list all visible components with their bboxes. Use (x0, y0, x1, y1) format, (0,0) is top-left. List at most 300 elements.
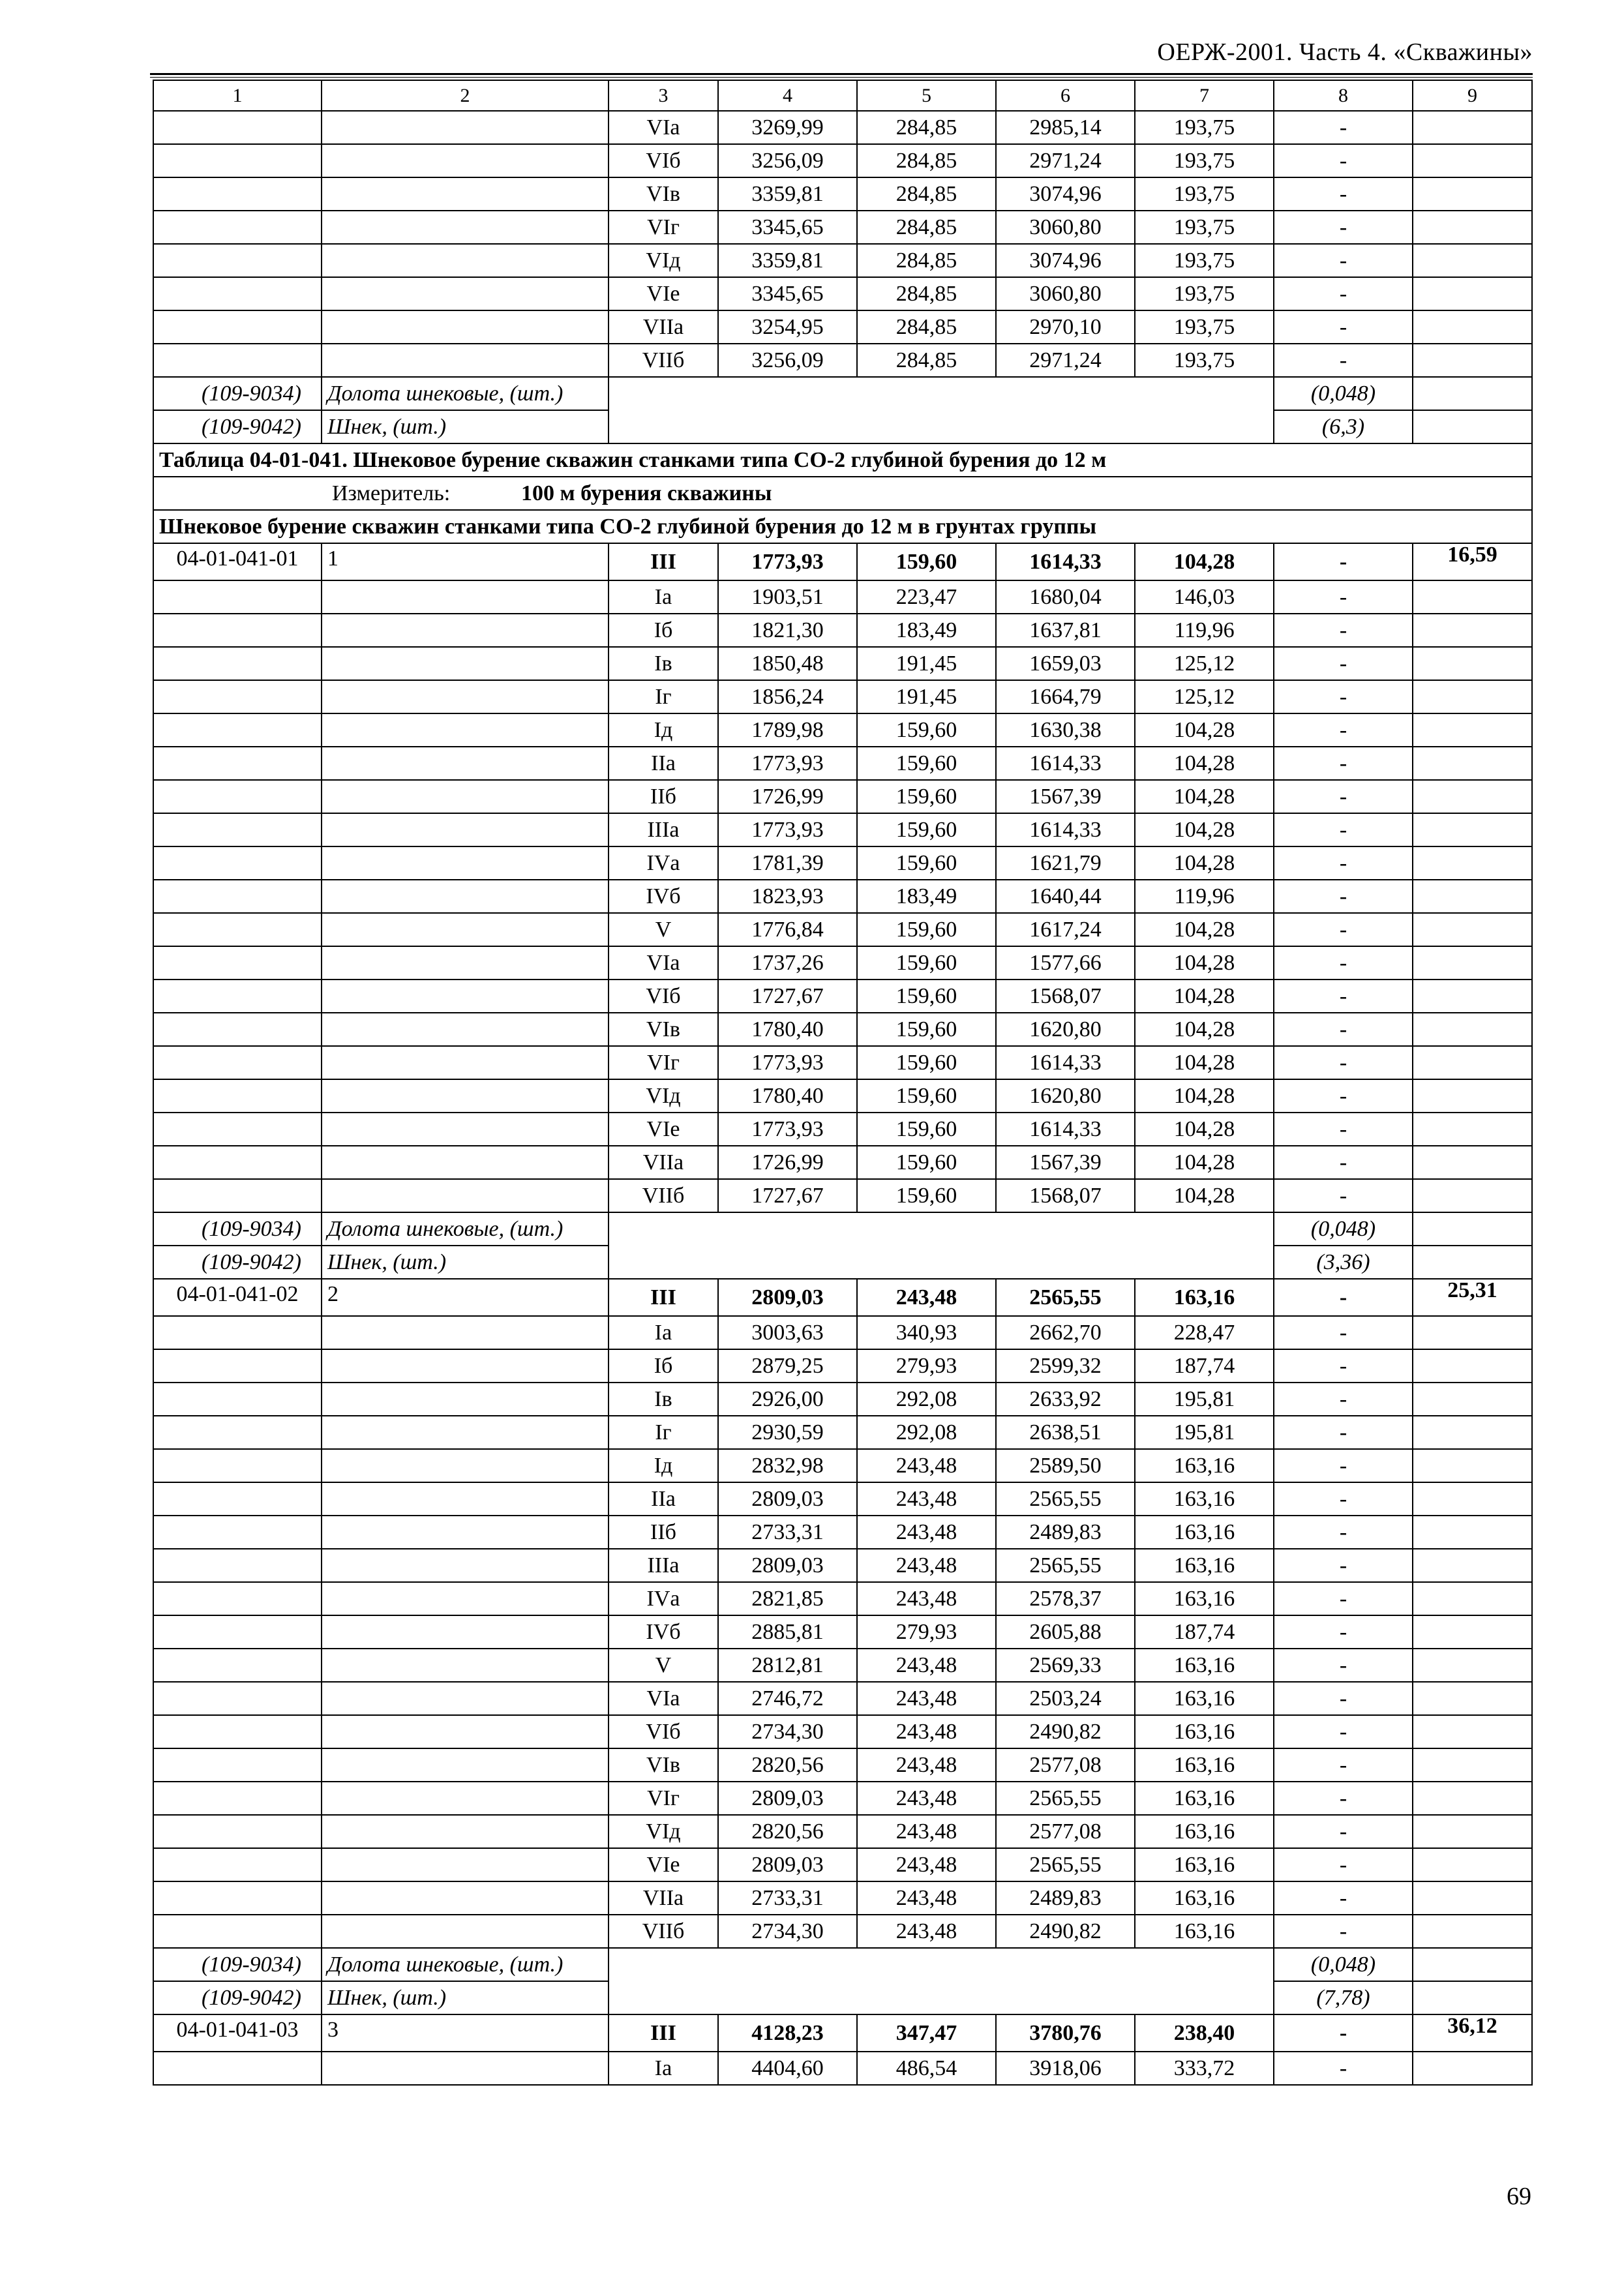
column-number: 3 (609, 80, 718, 111)
rate-value: 2577,08 (996, 1748, 1135, 1782)
table-row (153, 647, 1532, 680)
item-name-blank (322, 1516, 609, 1549)
table-row (153, 580, 1532, 614)
column-number: 5 (857, 80, 996, 111)
rate-value: 228,47 (1135, 1316, 1274, 1349)
item-code-blank (153, 1748, 322, 1782)
item-name-blank (322, 1482, 609, 1516)
empty-cell (857, 1212, 996, 1246)
col9-blank (1413, 1046, 1532, 1079)
col9-blank (1413, 177, 1532, 211)
rate-value: 292,08 (857, 1416, 996, 1449)
item-name-blank (322, 1615, 609, 1649)
rate-value: 193,75 (1135, 244, 1274, 277)
col9-blank (1413, 813, 1532, 846)
rate-value: 1659,03 (996, 647, 1135, 680)
item-name: 2 (322, 1279, 609, 1316)
col9-blank (1413, 647, 1532, 680)
table-row (153, 1516, 1532, 1549)
item-name-blank (322, 1881, 609, 1915)
soil-group: VIIб (609, 1915, 718, 1948)
rate-value: 1567,39 (996, 1146, 1135, 1179)
col9-blank (1413, 580, 1532, 614)
col9-blank (1413, 1981, 1532, 2014)
empty-cell (996, 1212, 1135, 1246)
rate-value: 1773,93 (718, 747, 857, 780)
item-name-blank (322, 277, 609, 310)
rate-value: 2599,32 (996, 1349, 1135, 1383)
table-row (153, 1349, 1532, 1383)
col9-blank (1413, 1013, 1532, 1046)
material-code: (109-9034) (153, 1212, 322, 1246)
rate-value: - (1274, 1915, 1413, 1948)
rate-value: 2809,03 (718, 1482, 857, 1516)
item-name-blank (322, 344, 609, 377)
col9-blank (1413, 1146, 1532, 1179)
soil-group: IIа (609, 747, 718, 780)
col9-blank (1413, 1715, 1532, 1748)
rate-value: - (1274, 1715, 1413, 1748)
rate-value: 1614,33 (996, 1113, 1135, 1146)
empty-cell (1135, 1246, 1274, 1279)
rate-value: 243,48 (857, 1516, 996, 1549)
rate-value: - (1274, 1649, 1413, 1682)
rate-value: 1773,93 (718, 543, 857, 580)
empty-cell (857, 1246, 996, 1279)
material-value: (6,3) (1274, 410, 1413, 443)
item-name-blank (322, 647, 609, 680)
rate-value: - (1274, 1013, 1413, 1046)
rate-value: 1568,07 (996, 980, 1135, 1013)
rate-value: 163,16 (1135, 1549, 1274, 1582)
soil-group: IIб (609, 1516, 718, 1549)
column-number: 9 (1413, 80, 1532, 111)
soil-group: Iд (609, 1449, 718, 1482)
table-row (153, 1582, 1532, 1615)
item-code-blank (153, 680, 322, 713)
rate-value: 3060,80 (996, 277, 1135, 310)
rate-value: 1726,99 (718, 1146, 857, 1179)
empty-cell (1135, 1212, 1274, 1246)
item-code-blank (153, 1848, 322, 1881)
rate-value: 2970,10 (996, 310, 1135, 344)
measure-label: Измеритель: (332, 481, 451, 505)
soil-group: Iг (609, 1416, 718, 1449)
col9-blank (1413, 780, 1532, 813)
rate-value: 243,48 (857, 1549, 996, 1582)
rate-value: 3003,63 (718, 1316, 857, 1349)
rate-value: - (1274, 647, 1413, 680)
empty-cell (857, 410, 996, 443)
soil-group: Iд (609, 713, 718, 747)
rate-value: 2821,85 (718, 1582, 857, 1615)
material-name: Шнек, (шт.) (322, 1981, 609, 2014)
material-name: Шнек, (шт.) (322, 410, 609, 443)
table-row (153, 2014, 1532, 2052)
soil-group: VIа (609, 946, 718, 980)
rate-value: 1856,24 (718, 680, 857, 713)
table-row (153, 111, 1532, 144)
rate-value: 2809,03 (718, 1549, 857, 1582)
rate-value: 104,28 (1135, 713, 1274, 747)
table-row (153, 144, 1532, 177)
empty-cell (857, 1981, 996, 2014)
item-name-blank (322, 747, 609, 780)
rate-value: 125,12 (1135, 647, 1274, 680)
rate-value: 238,40 (1135, 2014, 1274, 2052)
material-row (153, 1246, 1532, 1279)
table-row (153, 2052, 1532, 2085)
item-name-blank (322, 614, 609, 647)
item-code-blank (153, 1682, 322, 1715)
item-name-blank (322, 1649, 609, 1682)
soil-group: VIв (609, 1748, 718, 1782)
rate-value: 163,16 (1135, 1649, 1274, 1682)
rate-value: 1577,66 (996, 946, 1135, 980)
rate-value: 193,75 (1135, 277, 1274, 310)
rate-value: - (1274, 1046, 1413, 1079)
rate-value: 159,60 (857, 946, 996, 980)
col9-blank (1413, 1079, 1532, 1113)
item-code-blank (153, 946, 322, 980)
running-header: ОЕРЖ-2001. Часть 4. «Скважины» (1157, 38, 1533, 66)
rate-value: 1637,81 (996, 614, 1135, 647)
col9-blank (1413, 1449, 1532, 1482)
soil-group: IVб (609, 880, 718, 913)
header-rule-thin (150, 77, 1533, 78)
rate-value: 1620,80 (996, 1013, 1135, 1046)
rate-value: 163,16 (1135, 1482, 1274, 1516)
col9-blank (1413, 1316, 1532, 1349)
rate-value: 1621,79 (996, 846, 1135, 880)
table-row (153, 277, 1532, 310)
rate-value: 1773,93 (718, 1113, 857, 1146)
item-name-blank (322, 780, 609, 813)
rate-value: 243,48 (857, 1915, 996, 1948)
col9-blank (1413, 277, 1532, 310)
empty-cell (1135, 1948, 1274, 1981)
item-name-blank (322, 1915, 609, 1948)
item-code-blank (153, 1316, 322, 1349)
col9-blank (1413, 144, 1532, 177)
rate-value: - (1274, 244, 1413, 277)
subheader: Шнековое бурение скважин станками типа СО-2 глубиной бурения до 12 м в грунтах группы (153, 510, 1532, 543)
rate-value: 2971,24 (996, 144, 1135, 177)
item-name-blank (322, 1848, 609, 1881)
soil-group: IIа (609, 1482, 718, 1516)
rate-value: - (1274, 1615, 1413, 1649)
soil-group: Iв (609, 1383, 718, 1416)
page-number: 69 (1507, 2183, 1531, 2210)
empty-cell (996, 1981, 1135, 2014)
rate-value: 159,60 (857, 1013, 996, 1046)
rate-value: 159,60 (857, 1146, 996, 1179)
soil-group: VIIб (609, 1179, 718, 1212)
item-code-blank (153, 1482, 322, 1516)
rate-value: 1781,39 (718, 846, 857, 880)
rate-value: 183,49 (857, 614, 996, 647)
rate-value: 243,48 (857, 1881, 996, 1915)
rate-value: 193,75 (1135, 111, 1274, 144)
table-row (153, 1815, 1532, 1848)
rate-value: 159,60 (857, 1079, 996, 1113)
item-code-blank (153, 846, 322, 880)
soil-group: Iв (609, 647, 718, 680)
table-row (153, 1682, 1532, 1715)
rate-value: 1780,40 (718, 1079, 857, 1113)
soil-group: IIIа (609, 813, 718, 846)
col9-blank (1413, 410, 1532, 443)
col9-blank (1413, 1246, 1532, 1279)
rate-value: 4128,23 (718, 2014, 857, 2052)
soil-group: VIд (609, 1079, 718, 1113)
rate-value: - (1274, 177, 1413, 211)
rate-value: 284,85 (857, 277, 996, 310)
rate-value: - (1274, 1449, 1413, 1482)
rate-value: 3359,81 (718, 244, 857, 277)
item-name-blank (322, 846, 609, 880)
item-code-blank (153, 277, 322, 310)
item-code-blank (153, 310, 322, 344)
col9-blank (1413, 747, 1532, 780)
rate-value: - (1274, 1748, 1413, 1782)
rate-value: 193,75 (1135, 211, 1274, 244)
table-row (153, 780, 1532, 813)
measure-row (153, 477, 1532, 510)
empty-cell (609, 1948, 718, 1981)
soil-group: VIIа (609, 1881, 718, 1915)
rate-value: 4404,60 (718, 2052, 857, 2085)
rate-value: 163,16 (1135, 1915, 1274, 1948)
rate-value: - (1274, 1079, 1413, 1113)
rate-value: 3359,81 (718, 177, 857, 211)
material-code: (109-9034) (153, 1948, 322, 1981)
rate-value: 1850,48 (718, 647, 857, 680)
rate-value: 1664,79 (996, 680, 1135, 713)
item-code-blank (153, 913, 322, 946)
rate-value: 2605,88 (996, 1615, 1135, 1649)
rate-value: - (1274, 713, 1413, 747)
rate-value: 183,49 (857, 880, 996, 913)
material-name: Долота шнековые, (шт.) (322, 377, 609, 410)
empty-cell (609, 377, 718, 410)
rate-value: 2578,37 (996, 1582, 1135, 1615)
rate-value: 104,28 (1135, 846, 1274, 880)
item-code-blank (153, 1449, 322, 1482)
rate-value: - (1274, 1549, 1413, 1582)
item-name-blank (322, 1582, 609, 1615)
rate-value: - (1274, 1113, 1413, 1146)
rate-value: 1737,26 (718, 946, 857, 980)
rate-value: 1773,93 (718, 813, 857, 846)
item-name-blank (322, 1549, 609, 1582)
col9-blank (1413, 846, 1532, 880)
material-row (153, 1981, 1532, 2014)
item-name-blank (322, 880, 609, 913)
rate-value: 104,28 (1135, 780, 1274, 813)
rate-value: 159,60 (857, 713, 996, 747)
rate-value: 3345,65 (718, 277, 857, 310)
rate-value: 104,28 (1135, 1013, 1274, 1046)
material-value: (7,78) (1274, 1981, 1413, 2014)
rate-value: 104,28 (1135, 1146, 1274, 1179)
col9-blank (1413, 1582, 1532, 1615)
material-value: (3,36) (1274, 1246, 1413, 1279)
rate-value: 3074,96 (996, 244, 1135, 277)
rate-value: 1617,24 (996, 913, 1135, 946)
material-name: Долота шнековые, (шт.) (322, 1212, 609, 1246)
table-row (153, 1013, 1532, 1046)
rate-value: 284,85 (857, 211, 996, 244)
col9-blank (1413, 1649, 1532, 1682)
col9-blank (1413, 680, 1532, 713)
rate-value: 1568,07 (996, 1179, 1135, 1212)
rate-value: - (1274, 2014, 1413, 2052)
empty-cell (996, 1948, 1135, 1981)
item-code-blank (153, 1782, 322, 1815)
table-row (153, 211, 1532, 244)
rate-value: 163,16 (1135, 1279, 1274, 1316)
rate-value: - (1274, 1516, 1413, 1549)
rate-value: 195,81 (1135, 1383, 1274, 1416)
table-row (153, 344, 1532, 377)
rate-value: - (1274, 344, 1413, 377)
table-row (153, 1848, 1532, 1881)
material-row (153, 1948, 1532, 1981)
empty-cell (609, 1981, 718, 2014)
rate-value: - (1274, 543, 1413, 580)
table-row (153, 680, 1532, 713)
rate-value: 284,85 (857, 177, 996, 211)
empty-cell (996, 1246, 1135, 1279)
item-name-blank (322, 1782, 609, 1815)
item-code: 04-01-041-03 (153, 2014, 322, 2052)
item-name-blank (322, 1449, 609, 1482)
item-name-blank (322, 310, 609, 344)
soil-group: IVа (609, 846, 718, 880)
item-name-blank (322, 211, 609, 244)
rate-value: 104,28 (1135, 1046, 1274, 1079)
item-code-blank (153, 1881, 322, 1915)
item-name-blank (322, 1179, 609, 1212)
item-code (153, 111, 322, 144)
item-code-blank (153, 1549, 322, 1582)
col9-blank (1413, 1416, 1532, 1449)
item-code-blank (153, 780, 322, 813)
table-row (153, 813, 1532, 846)
rate-value: - (1274, 144, 1413, 177)
table-row (153, 747, 1532, 780)
column-number: 6 (996, 80, 1135, 111)
rate-value: 243,48 (857, 1782, 996, 1815)
rate-value: 2820,56 (718, 1748, 857, 1782)
item-code-blank (153, 1516, 322, 1549)
rate-value: 2885,81 (718, 1615, 857, 1649)
rate-value: 2820,56 (718, 1815, 857, 1848)
item-name-blank (322, 713, 609, 747)
rate-value: 1614,33 (996, 543, 1135, 580)
rate-value: 119,96 (1135, 880, 1274, 913)
rate-value: - (1274, 980, 1413, 1013)
rate-value: - (1274, 310, 1413, 344)
rate-value: 159,60 (857, 846, 996, 880)
rate-value: 163,16 (1135, 1682, 1274, 1715)
rate-value: 159,60 (857, 780, 996, 813)
rate-value: 243,48 (857, 1715, 996, 1748)
soil-group: IVа (609, 1582, 718, 1615)
item-code-blank (153, 580, 322, 614)
col9-blank (1413, 1349, 1532, 1383)
rate-value: 3256,09 (718, 144, 857, 177)
rate-value: 2985,14 (996, 111, 1135, 144)
material-code: (109-9042) (153, 1246, 322, 1279)
rate-value: 1620,80 (996, 1079, 1135, 1113)
rate-value: 3254,95 (718, 310, 857, 344)
soil-group: VIе (609, 1113, 718, 1146)
table-row (153, 543, 1532, 580)
soil-group: Iа (609, 580, 718, 614)
table-title-row (153, 443, 1532, 477)
soil-group: VIв (609, 177, 718, 211)
col9-blank (1413, 1915, 1532, 1948)
soil-group: IIIа (609, 1549, 718, 1582)
rate-value: 3918,06 (996, 2052, 1135, 2085)
rate-value: 163,16 (1135, 1516, 1274, 1549)
rate-value: 2879,25 (718, 1349, 857, 1383)
rate-value: - (1274, 1815, 1413, 1848)
rate-value: 2490,82 (996, 1715, 1135, 1748)
soil-group: V (609, 913, 718, 946)
table-row (153, 1179, 1532, 1212)
rate-value: 104,28 (1135, 980, 1274, 1013)
material-name: Долота шнековые, (шт.) (322, 1948, 609, 1981)
item-code-blank (153, 1013, 322, 1046)
rate-value: 163,16 (1135, 1715, 1274, 1748)
table-row (153, 980, 1532, 1013)
item-name-blank (322, 1113, 609, 1146)
col9-blank (1413, 1815, 1532, 1848)
item-name-blank (322, 2052, 609, 2085)
empty-cell (857, 1948, 996, 1981)
rate-value: 3256,09 (718, 344, 857, 377)
rate-value: 163,16 (1135, 1881, 1274, 1915)
rate-value: 2930,59 (718, 1416, 857, 1449)
col9-blank (1413, 310, 1532, 344)
rate-value: 104,28 (1135, 747, 1274, 780)
item-name-blank (322, 813, 609, 846)
rate-value: 1567,39 (996, 780, 1135, 813)
item-code: 04-01-041-01 (153, 543, 322, 580)
rate-value: 284,85 (857, 310, 996, 344)
rate-value: 1823,93 (718, 880, 857, 913)
rate-value: - (1274, 880, 1413, 913)
rate-value: 2809,03 (718, 1848, 857, 1881)
rate-value: 3060,80 (996, 211, 1135, 244)
rate-value: 1614,33 (996, 747, 1135, 780)
item-code-blank (153, 713, 322, 747)
table-row (153, 1482, 1532, 1516)
empty-cell (718, 377, 857, 410)
item-code-blank (153, 211, 322, 244)
rate-value: 104,28 (1135, 543, 1274, 580)
table-row (153, 1715, 1532, 1748)
rate-value: - (1274, 1146, 1413, 1179)
col9-blank (1413, 1179, 1532, 1212)
item-code-blank (153, 177, 322, 211)
rate-value: 2565,55 (996, 1279, 1135, 1316)
soil-group: Iа (609, 1316, 718, 1349)
rate-value: 2633,92 (996, 1383, 1135, 1416)
